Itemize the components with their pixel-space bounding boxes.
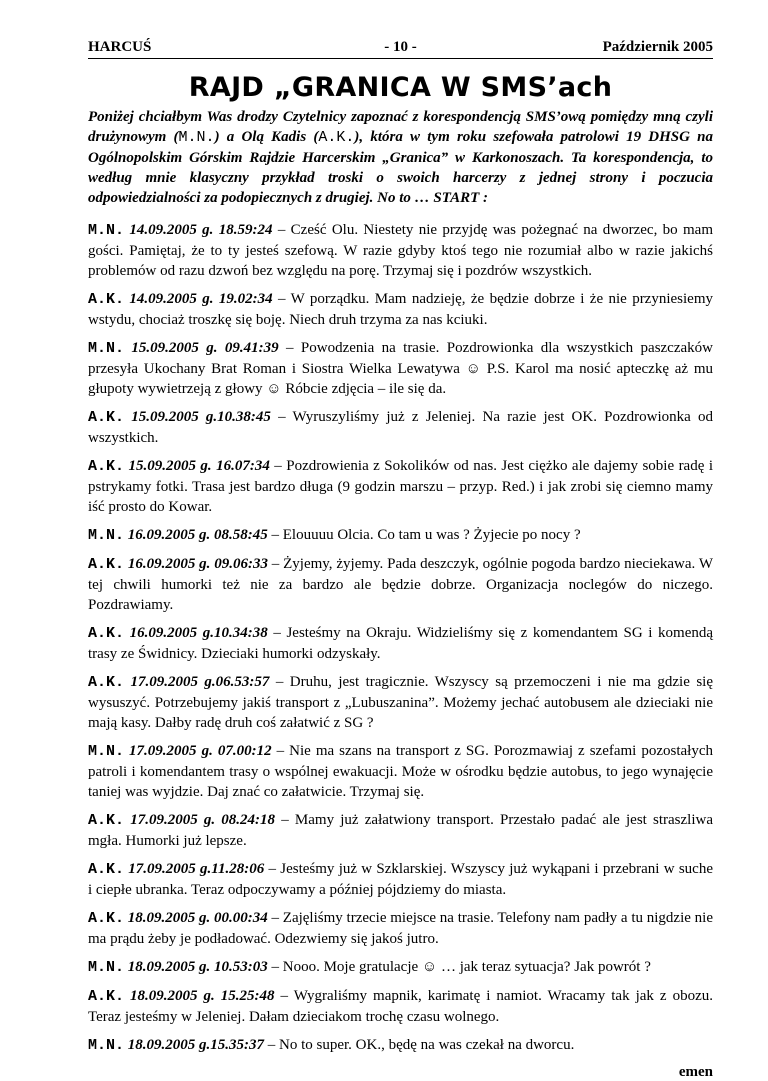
sms-sender: A.K. [88,861,125,878]
sms-timestamp: 15.09.2005 g. 16.07:34 [124,458,270,474]
sms-meta [88,625,268,641]
author-signature: emen [678,1064,713,1080]
sms-meta [88,291,273,307]
sms-text: – Wygraliśmy mapnik, karimatę i namiot. Wracamy tak jak z obozu. Teraz jesteśmy w Jeleniej. Dałam dzieciakom trochę czasu wolnego. [88,988,713,1025]
sms-timestamp: 15.09.2005 g.10.38:45 [124,409,271,425]
sms-timestamp: 18.09.2005 g.15.35:37 [124,1037,265,1053]
sms-meta [88,910,268,926]
sms-sender: A.K. [88,625,125,642]
sms-sender: A.K. [88,812,125,829]
sms-timestamp: 17.09.2005 g.06.53:57 [124,674,270,690]
sms-entry [88,859,713,900]
sms-timestamp: 18.09.2005 g. 15.25:48 [124,988,275,1004]
sms-entry [88,986,713,1027]
sms-text: – Wyruszyliśmy już z Jeleniej. Na razie jest OK. Pozdrowionka od wszystkich. [88,409,714,446]
sms-sender: M.N. [88,959,125,976]
sms-sender: M.N. [88,743,125,760]
sms-entry [88,741,713,802]
running-header [88,36,713,59]
sms-timestamp: 14.09.2005 g. 19.02:34 [124,291,273,307]
sms-meta [88,959,268,975]
sms-sender: A.K. [88,910,125,927]
sms-entry [88,908,713,949]
sms-timestamp: 14.09.2005 g. 18.59:24 [124,222,273,238]
sms-text: – Mamy już załatwiony transport. Przestało padać ale jest straszliwa mgła. Humorki już lepsze. [88,812,713,849]
sms-text: – Druhu, jest tragicznie. Wszyscy są przemoczeni i nie ma gdzie się wysuszyć. Potrzebujemy jakiś transport z „Lubuszanina”. Możemy jechać autobusem ale dzieciaki nie mają kasy. Dałby radę druh coś załatwić z SG ? [88,674,713,731]
header-date: Październik 2005 [602,39,713,55]
sms-timestamp: 18.09.2005 g. 00.00:34 [124,910,268,926]
sms-text: – Nie ma szans na transport z SG. Porozmawiaj z szefami pozostałych patroli i komendantem trasy o wspólnej ewakuacji. Może w ośrodku będzie autobus, to jego wynajęcie taniej was wyjdzie. Daj znać co załatwicie. Trzymaj się. [88,743,714,800]
intro-text: Poniżej chciałbym Was drodzy Czytelnicy zapoznać z korespondencją SMS’ową pomiędzy mną czyli drużynowym ( [88,109,713,145]
sms-entry [88,672,713,733]
sms-entry [88,338,713,399]
sms-sender: A.K. [88,674,125,691]
sms-timestamp: 16.09.2005 g. 09.06:33 [124,556,268,572]
sms-sender: M.N. [88,340,125,357]
sms-sender: A.K. [88,556,125,573]
sms-text: – Jesteśmy już w Szklarskiej. Wszyscy już wykąpani i przebrani w suche i ciepłe ubranka. Teraz odpoczywamy a później pójdziemy do miasta. [88,861,713,898]
intro-text: ) a Olą Kadis ( [214,129,319,145]
sms-timestamp: 17.09.2005 g. 07.00:12 [124,743,272,759]
sms-text: – Żyjemy, żyjemy. Pada deszczyk, ogólnie pogoda bardzo nieciekawa. W tej chwili humorki też nie za bardzo ale będzie dobrze. Organizacja noclegów do niczego. Pozdrawiamy. [88,556,713,613]
sms-entry [88,407,713,448]
article-title: RAJD „GRANICA W SMS’ach [188,72,613,103]
sms-text: – Zajęliśmy trzecie miejsce na trasie. Telefony nam padły a tu nigdzie nie ma prądu żeby je podładować. Odezwiemy się jakoś jutro. [88,910,713,947]
sms-sender: A.K. [88,409,125,426]
sms-entry [88,957,713,978]
sms-entry [88,623,713,664]
intro-paragraph [88,107,713,208]
sms-entry [88,810,713,851]
sms-timestamp: 16.09.2005 g. 08.58:45 [124,527,268,543]
sms-meta [88,674,269,690]
sms-meta [88,861,264,877]
sms-meta [88,222,273,238]
sms-meta [88,1037,264,1053]
header-publication: HARCUŚ [88,39,152,55]
sms-meta [88,743,272,759]
sms-text: – Cześć Olu. Niestety nie przyjdę was pożegnać na dworzec, bo mam gości. Pamiętaj, że to ty jesteś szefową. W razie gdyby ktoś tego nie rozumiał albo w razie jakichś problemów od razu dzwoń bez względu na porę. Trzymaj się i pozdrów wszystkich. [88,222,713,279]
sms-sender: M.N. [88,222,125,239]
page [88,36,713,1081]
sms-text: – W porządku. Mam nadzieję, że będzie dobrze i że nie przyniesiemy wstydu, chociaż troszkę się boję. Niech druh trzyma za nas kciuki. [88,291,714,328]
sms-sender: A.K. [88,988,125,1005]
sms-meta [88,458,270,474]
sms-entry [88,1035,713,1056]
sms-sender: A.K. [88,458,125,475]
sms-entry [88,289,713,330]
sms-sender: M.N. [88,1037,125,1054]
sms-entry [88,525,713,546]
sms-sender: A.K. [88,291,125,308]
sms-meta [88,527,268,543]
sms-timestamp: 17.09.2005 g.11.28:06 [124,861,265,877]
sms-text: – No to super. OK., będę na was czekał na dworcu. [264,1037,575,1053]
sms-timestamp: 18.09.2005 g. 10.53:03 [124,959,268,975]
intro-mn: M.N. [178,129,215,146]
sms-meta [88,409,271,425]
sms-timestamp: 17.09.2005 g. 08.24:18 [124,812,276,828]
sms-meta [88,988,275,1004]
sms-text: – Jesteśmy na Okraju. Widzieliśmy się z komendantem SG i komendą trasy ze Świdnicy. Dzieciaki humorki odzyskały. [88,625,714,662]
sms-text: – Elouuuu Olcia. Co tam u was ? Żyjecie po nocy ? [267,527,581,543]
sms-entry [88,456,713,517]
sms-meta [88,556,268,572]
sms-text: – Powodzenia na trasie. Pozdrowionka dla wszystkich paszczaków przesyła Ukochany Brat Roman i Siostra Wielka Lewatywa ☺ P.S. Karol ma nosić apteczkę aż mu głupoty wywietrzeją z głowy ☺ Róbcie zdjęcia – ile się da. [88,340,713,397]
intro-text: ), która w tym roku szefowała patrolowi 19 DHSG na Ogólnopolskim Górskim Rajdzie Harcerskim „Granica” w Karkonoszach. Ta korespondencja, to według mnie klasyczny przykład troski o swoich harcerzy z jednej strony i poczucia odpowiedzialności za podopiecznych z drugiej. No to … START : [88,129,713,206]
message-list [88,220,713,1056]
sms-meta [88,812,275,828]
sms-timestamp: 15.09.2005 g. 09.41:39 [124,340,279,356]
intro-ak: A.K. [318,129,355,146]
sms-text: – Nooo. Moje gratulacje ☺ … jak teraz sytuacja? Jak powrót ? [267,959,651,975]
sms-timestamp: 16.09.2005 g.10.34:38 [124,625,268,641]
sms-text: – Pozdrowienia z Sokolików od nas. Jest ciężko ale dajemy sobie radę i pstrykamy fotki. Trasa jest bardzo długa (9 godzin marszu – przyp. Red.) i jak zrobi się ciemno mamy iść prosto do Kowar. [88,458,713,515]
sms-entry [88,220,713,281]
sms-sender: M.N. [88,527,125,544]
sms-entry [88,554,713,615]
sms-meta [88,340,279,356]
header-page-number: - 10 - [384,39,417,55]
